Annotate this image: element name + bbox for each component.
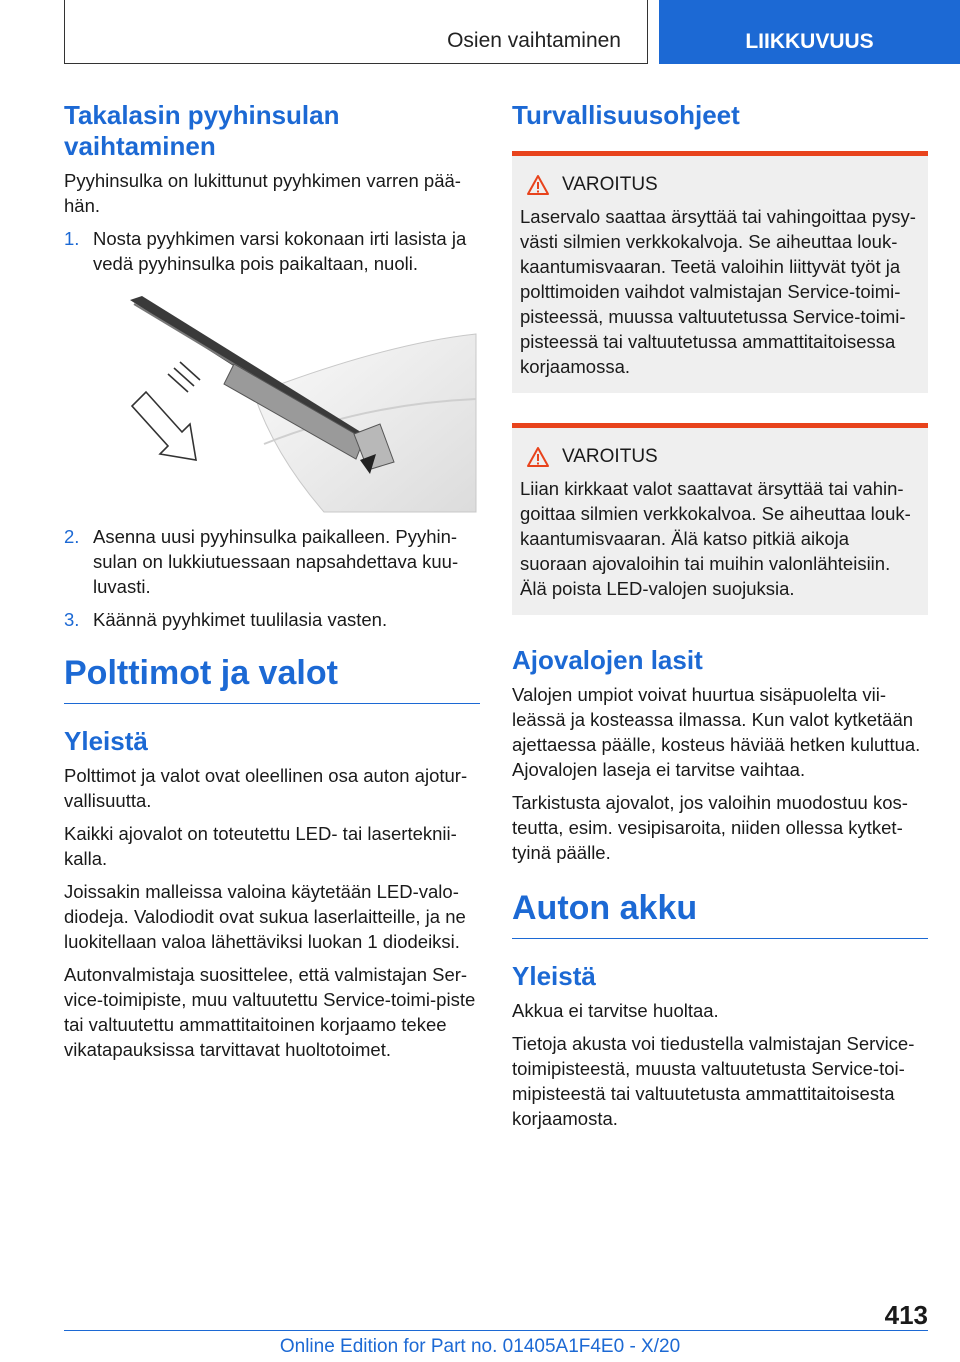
safety-heading: Turvallisuusohjeet [512, 100, 740, 130]
footer-divider [64, 1330, 928, 1331]
step-number: 1. [64, 228, 80, 249]
warning-label: VAROITUS [562, 446, 658, 467]
battery-heading: Auton akku [512, 889, 928, 939]
right-column [512, 100, 928, 1139]
paragraph: Tarkistusta ajovalot, jos valoihin muodostuu kos-teutta, esim. vesipisaroita, niiden ollessa kytket-tyinä päälle. [512, 792, 908, 863]
paragraph: Joissakin malleissa valoina käytetään LED-valo-diodeja. Valodiodit ovat sukua laserlaitteille, ja ne luokitellaan valoa lähettäviksi luokan 1 diodeiksi. [64, 881, 466, 952]
list-item [64, 524, 480, 599]
wiper-intro: Pyyhinsulka on lukittunut pyyhkimen varren pää-hän. [64, 170, 461, 216]
battery-general-heading: Yleistä [512, 961, 596, 991]
warning-text: Laservalo saattaa ärsyttää tai vahingoittaa pysy-västi silmien verkkokalvoja. Se aiheuttaa louk-kaantumisvaaran. Teetä valoihin liittyvät työt ja polttimoiden vaihdot valmistajan Service-toimi-pisteessä, muussa valtuutetussa Service-toimi-pisteessä tai valtuutetussa ammattitaitoisessa korjaamossa. [520, 206, 916, 377]
step-text: Nosta pyyhkimen varsi kokonaan irti lasista ja vedä pyyhinsulka pois paikaltaan, nuoli. [93, 228, 467, 274]
step-number: 2. [64, 526, 80, 547]
wiper-illustration [64, 284, 480, 514]
wiper-heading: Takalasin pyyhinsulan vaihtaminen [64, 100, 340, 161]
bulbs-heading: Polttimot ja valot [64, 654, 480, 704]
wiper-steps [64, 226, 480, 276]
warning-label: VAROITUS [562, 174, 658, 195]
section-header-box [64, 0, 648, 64]
list-item [64, 226, 480, 276]
warning-icon [526, 174, 550, 196]
paragraph: Akkua ei tarvitse huoltaa. [512, 1000, 719, 1021]
step-number: 3. [64, 609, 80, 630]
step-text: Käännä pyyhkimet tuulilasia vasten. [93, 609, 388, 630]
section-title: Osien vaihtaminen [447, 29, 621, 52]
paragraph: Kaikki ajovalot on toteutettu LED- tai laserteknii-kalla. [64, 823, 457, 869]
edition-footer: Online Edition for Part no. 01405A1F4E0 - X/20 [279, 1336, 681, 1357]
warning-box [512, 151, 928, 393]
page-number: 413 [884, 1300, 928, 1330]
warning-box [512, 423, 928, 615]
page-header [0, 0, 960, 66]
warning-icon [526, 446, 550, 468]
wiper-steps-continued [64, 524, 480, 632]
lens-heading: Ajovalojen lasit [512, 645, 703, 675]
step-text: Asenna uusi pyyhinsulka paikalleen. Pyyhin-sulan on lukkiutuessaan napsahdettava kuu-luvasti. [93, 526, 459, 597]
left-column [64, 100, 480, 1070]
paragraph: Tietoja akusta voi tiedustella valmistajan Service-toimipisteestä, muusta valtuutetusta Service-toi-mipisteestä tai valtuutetusta ammattitaitoisesta korjaamosta. [512, 1033, 915, 1129]
paragraph: Autonvalmistaja suosittelee, että valmistajan Ser-vice-toimipiste, muu valtuutettu Service-toimi-piste tai valtuutettu ammattitaitoinen korjaamo tekee vikatapauksissa tarvittavat huoltotoimet. [64, 964, 476, 1060]
general-heading: Yleistä [64, 726, 148, 756]
arrow-icon [132, 362, 200, 460]
chapter-tab: LIIKKUVUUS [659, 0, 960, 64]
list-item [64, 607, 480, 632]
paragraph: Valojen umpiot voivat huurtua sisäpuolelta vii-leässä ja kosteassa ilmassa. Kun valot kytketään ajettaessa päälle, kosteus häviää hetken kuluttua. Ajovalojen laseja ei tarvitse vaihtaa. [512, 684, 921, 780]
warning-text: Liian kirkkaat valot saattavat ärsyttää tai vahin-goittaa silmien verkkokalvoa. Se aiheuttaa louk-kaantumisvaaran. Älä katso pitkiä aikoja suoraan ajovaloihin tai muihin valonlähteisiin. Älä poista LED-valojen suojuksia. [520, 478, 911, 599]
paragraph: Polttimot ja valot ovat oleellinen osa auton ajotur-vallisuutta. [64, 765, 468, 811]
